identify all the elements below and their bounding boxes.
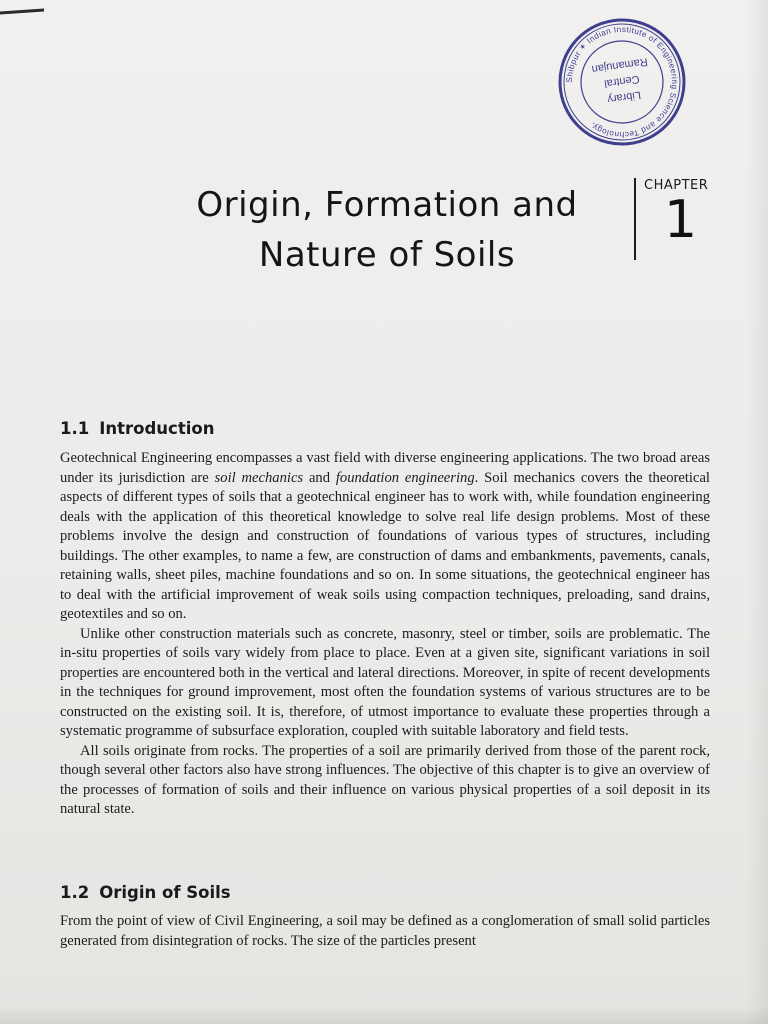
chapter-title-line-2: Nature of Soils xyxy=(258,235,516,275)
chapter-divider-rule xyxy=(634,178,636,260)
library-stamp xyxy=(556,16,688,148)
stamp-ring-text: Shibpur ✶ Indian Institute of Engineering Science and Technology, xyxy=(564,24,680,140)
section-number: 1.1 xyxy=(60,419,90,438)
stamp-line-central: Central xyxy=(603,72,641,90)
section-heading-introduction xyxy=(60,419,214,438)
paragraph-intro-2: Unlike other construction materials such as concrete, masonry, steel or timber, soils are problematic. The in-situ properties of soils vary widely from place to place. Even at a given site, significant variations in soil properties are encountered both in the vertical and lateral directions. Moreover, in spite of recent developments in the techniques for ground improvement, most often the foundation systems of various structures are to be constructed on the existing soil. It is, therefore, of utmost importance to evaluate these properties through a systematic programme of subsurface exploration, coupled with suitable laboratory and field tests. xyxy=(60,625,710,739)
library-stamp-seal xyxy=(556,16,688,148)
section-title: Origin of Soils xyxy=(99,883,231,902)
text-run: . Soil mechanics covers the theoretical aspects of different types of soils that a geotechnical engineer has to work with, while foundation engineering deals with the application of this theoretical knowledge to solve real life design problems. Most of these problems involve the design and construction of foundations of various types of structures, including buildings. The other examples, to name a few, are construction of dams and embankments, pavements, canals, retaining walls, sheet piles, machine foundations and so on. In some situations, the geotechnical engineer has to deal with the artificial improvement of weak soils using compaction techniques, preloading, sand drains, geotextiles and so on. xyxy=(60,469,710,622)
section-heading-origin-of-soils xyxy=(60,883,231,902)
page-bottom-shadow xyxy=(0,1006,768,1024)
chapter-title xyxy=(148,180,626,280)
chapter-label: CHAPTER xyxy=(644,178,709,193)
text-run: and xyxy=(303,469,336,486)
section-number: 1.2 xyxy=(60,883,90,902)
origin-of-soils-body xyxy=(60,912,710,951)
text-run: Geotechnical Engineering encompasses a vast field with diverse engineering applications. The two broad areas under its jurisdiction are xyxy=(60,450,710,486)
chapter-title-line-1: Origin, Formation and xyxy=(196,185,578,225)
paragraph-intro-1 xyxy=(60,449,710,625)
page-binding-shadow xyxy=(746,0,768,1024)
emphasis-soil-mechanics: soil mechanics xyxy=(214,469,304,486)
paragraph-origin-1: From the point of view of Civil Engineering, a soil may be defined as a conglomeration of small solid particles generated from disintegration of rocks. The size of the particles present xyxy=(60,913,710,949)
page-edge-mark xyxy=(0,8,44,14)
stamp-line-ramanujan: Ramanujan xyxy=(590,55,649,76)
introduction-body xyxy=(60,449,710,820)
section-title: Introduction xyxy=(99,419,215,438)
paragraph-intro-3: All soils originate from rocks. The properties of a soil are primarily derived from those of the parent rock, though several other factors also have strong influences. The objective of this chapter is to give an overview of the processes of formation of soils and their influence on various physical properties of a soil deposit in its natural state. xyxy=(60,742,710,817)
stamp-line-library: Library xyxy=(606,88,642,106)
emphasis-foundation-engineering: foundation engineering xyxy=(335,469,475,486)
chapter-number: 1 xyxy=(664,190,698,250)
